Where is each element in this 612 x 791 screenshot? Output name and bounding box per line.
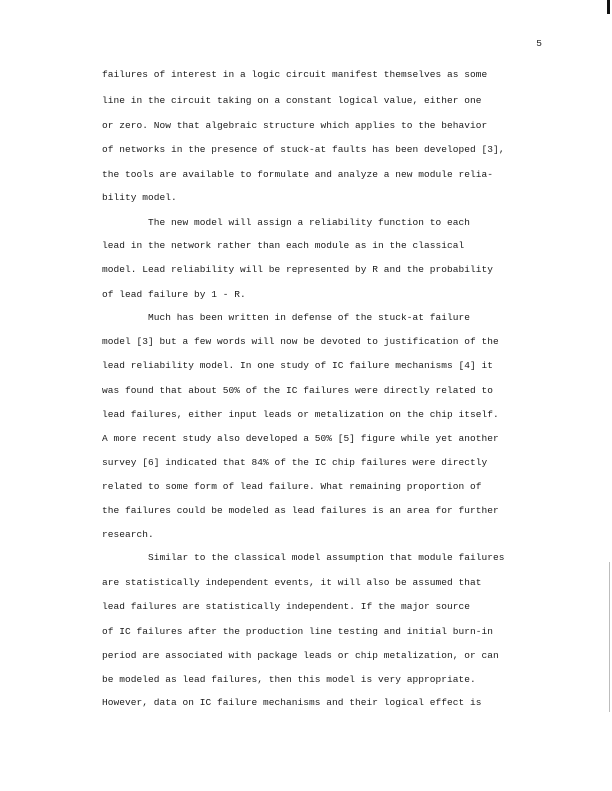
body-line: model [3] but a few words will now be devoted to justification of the — [102, 336, 499, 347]
body-line: line in the circuit taking on a constant logical value, either one — [102, 95, 482, 106]
body-line-indented: The new model will assign a reliability function to each — [148, 217, 471, 228]
body-line: lead in the network rather than each module as in the classical — [102, 240, 465, 251]
body-line: lead failures are statistically independent. If the major source — [102, 601, 471, 612]
body-line: A more recent study also developed a 50% [5] figure while yet another — [102, 433, 499, 444]
body-line: the failures could be modeled as lead failures is an area for further — [102, 505, 499, 516]
body-line: period are associated with package leads or chip metalization, or can — [102, 650, 499, 661]
page-number: 5 — [536, 38, 542, 49]
body-line: of lead failure by 1 - R. — [102, 289, 246, 300]
body-line: lead failures, either input leads or metalization on the chip itself. — [102, 409, 499, 420]
body-line: the tools are available to formulate and analyze a new module relia- — [102, 169, 494, 180]
body-line: lead reliability model. In one study of IC failure mechanisms [4] it — [102, 360, 494, 371]
body-line: failures of interest in a logic circuit manifest themselves as some — [102, 69, 488, 80]
body-line-indented: Similar to the classical model assumption that module failures — [148, 552, 505, 563]
body-line: of networks in the presence of stuck-at faults has been developed [3], — [102, 144, 505, 155]
scan-edge-mark — [607, 0, 610, 14]
body-line: related to some form of lead failure. What remaining proportion of — [102, 481, 482, 492]
body-line-indented: Much has been written in defense of the stuck-at failure — [148, 312, 471, 323]
body-line: model. Lead reliability will be represented by R and the probability — [102, 264, 494, 275]
body-line: are statistically independent events, it will also be assumed that — [102, 577, 482, 588]
body-line: However, data on IC failure mechanisms and their logical effect is — [102, 697, 482, 708]
body-line: or zero. Now that algebraic structure which applies to the behavior — [102, 120, 488, 131]
body-line: bility model. — [102, 192, 177, 203]
body-line: was found that about 50% of the IC failures were directly related to — [102, 385, 494, 396]
body-line: of IC failures after the production line testing and initial burn-in — [102, 626, 494, 637]
body-line: research. — [102, 529, 154, 540]
body-line: survey [6] indicated that 84% of the IC chip failures were directly — [102, 457, 488, 468]
scan-margin-mark — [609, 562, 610, 712]
body-line: be modeled as lead failures, then this model is very appropriate. — [102, 674, 476, 685]
